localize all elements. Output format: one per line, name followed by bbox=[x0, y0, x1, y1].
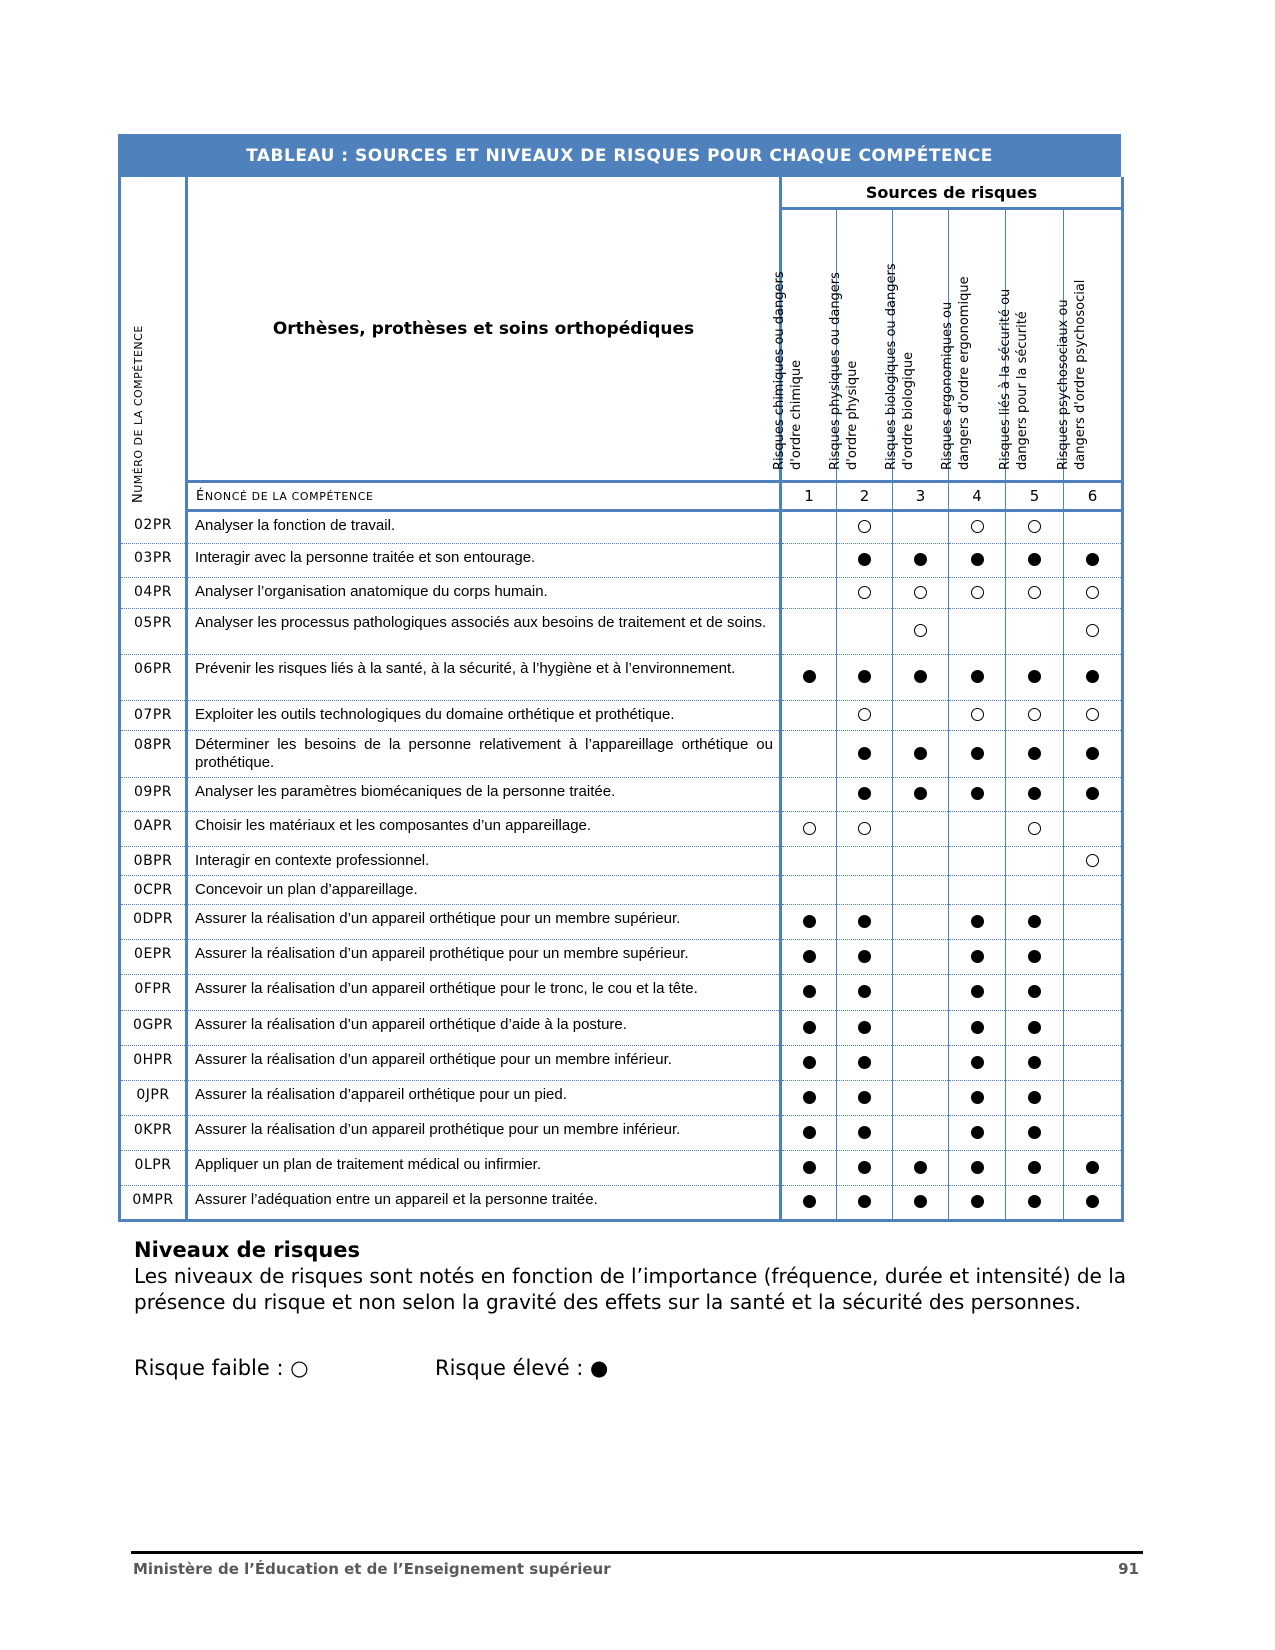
risk-level-cell bbox=[949, 731, 1006, 778]
table-row bbox=[120, 1081, 1123, 1116]
risk-level-cell bbox=[893, 940, 949, 975]
risk-level-cell bbox=[1006, 655, 1064, 701]
filled-circle-icon bbox=[803, 915, 816, 928]
filled-circle-icon bbox=[803, 1091, 816, 1104]
risk-level-cell bbox=[781, 609, 837, 655]
risk-level-cell bbox=[893, 812, 949, 847]
criterion-header-1: Risques chimiques ou dangers d'ordre chimique bbox=[781, 209, 837, 482]
table-row bbox=[120, 655, 1123, 701]
competence-statement: Assurer la réalisation d’appareil orthétique pour un pied. bbox=[187, 1081, 781, 1116]
filled-circle-icon bbox=[858, 1161, 871, 1174]
filled-circle-icon bbox=[858, 787, 871, 800]
risk-level-cell bbox=[1064, 544, 1123, 578]
filled-circle-icon bbox=[803, 1056, 816, 1069]
criterion-number-2: 2 bbox=[837, 482, 893, 511]
risk-level-cell bbox=[893, 511, 949, 544]
risk-level-cell bbox=[893, 701, 949, 731]
filled-circle-icon bbox=[1028, 1056, 1041, 1069]
risk-level-cell bbox=[837, 778, 893, 812]
risk-level-cell bbox=[1064, 609, 1123, 655]
risk-level-cell bbox=[1006, 975, 1064, 1011]
empty-circle-icon bbox=[858, 822, 871, 835]
risk-level-cell bbox=[893, 1046, 949, 1081]
risk-level-cell bbox=[1006, 701, 1064, 731]
competence-code: 0DPR bbox=[120, 905, 187, 940]
filled-circle-icon bbox=[1086, 670, 1099, 683]
filled-circle-icon bbox=[1028, 787, 1041, 800]
risk-level-cell bbox=[781, 876, 837, 905]
risk-level-cell bbox=[1006, 578, 1064, 609]
risk-level-cell bbox=[893, 1011, 949, 1046]
filled-circle-icon bbox=[971, 950, 984, 963]
filled-circle-icon bbox=[971, 915, 984, 928]
competence-statement: Assurer la réalisation d’un appareil prothétique pour un membre inférieur. bbox=[187, 1116, 781, 1151]
empty-circle-icon bbox=[971, 520, 984, 533]
competence-code: 0GPR bbox=[120, 1011, 187, 1046]
filled-circle-icon bbox=[1028, 1195, 1041, 1208]
risk-level-cell bbox=[949, 1081, 1006, 1116]
filled-circle-icon bbox=[1086, 1161, 1099, 1174]
filled-circle-icon bbox=[914, 553, 927, 566]
risk-levels-text-line2: présence du risque et non selon la gravité des effets sur la santé et la sécurité des personnes. bbox=[134, 1290, 1081, 1314]
risk-level-cell bbox=[837, 1046, 893, 1081]
risk-level-cell bbox=[1006, 778, 1064, 812]
competence-statement: Déterminer les besoins de la personne relativement à l’appareillage orthétique ou prothétique. bbox=[187, 731, 781, 778]
risk-level-cell bbox=[781, 1116, 837, 1151]
competence-statement: Assurer la réalisation d’un appareil orthétique d’aide à la posture. bbox=[187, 1011, 781, 1046]
filled-circle-icon bbox=[971, 1126, 984, 1139]
filled-circle-icon bbox=[971, 1195, 984, 1208]
filled-circle-icon bbox=[803, 950, 816, 963]
risk-level-cell bbox=[781, 701, 837, 731]
risk-level-cell bbox=[949, 847, 1006, 876]
competence-code: 0KPR bbox=[120, 1116, 187, 1151]
risk-levels-text-line1: Les niveaux de risques sont notés en fonction de l’importance (fréquence, durée et intensité) de la bbox=[134, 1264, 1127, 1288]
filled-circle-icon bbox=[858, 1126, 871, 1139]
empty-circle-icon bbox=[971, 708, 984, 721]
empty-circle-icon bbox=[1028, 586, 1041, 599]
criterion-number-4: 4 bbox=[949, 482, 1006, 511]
competence-code: 0HPR bbox=[120, 1046, 187, 1081]
competence-code: 09PR bbox=[120, 778, 187, 812]
risk-level-cell bbox=[949, 812, 1006, 847]
risk-level-cell bbox=[1006, 511, 1064, 544]
risk-level-cell bbox=[949, 1116, 1006, 1151]
risk-level-cell bbox=[837, 578, 893, 609]
risk-level-cell bbox=[837, 940, 893, 975]
risk-level-cell bbox=[1064, 778, 1123, 812]
competence-statement: Interagir en contexte professionnel. bbox=[187, 847, 781, 876]
legend-low-risk: Risque faible : ○ bbox=[134, 1356, 309, 1380]
risk-level-cell bbox=[1064, 1116, 1123, 1151]
filled-circle-icon bbox=[1028, 915, 1041, 928]
program-title: Orthèses, prothèses et soins orthopédiques bbox=[187, 177, 781, 482]
competence-statement: Assurer l’adéquation entre un appareil et la personne traitée. bbox=[187, 1186, 781, 1221]
risk-level-cell bbox=[1064, 655, 1123, 701]
competence-code: 0JPR bbox=[120, 1081, 187, 1116]
competence-code: 0LPR bbox=[120, 1151, 187, 1186]
empty-circle-icon bbox=[914, 624, 927, 637]
risk-level-cell bbox=[1006, 905, 1064, 940]
enonce-column-header: ÉNONCÉ DE LA COMPÉTENCE bbox=[187, 482, 781, 511]
risk-level-cell bbox=[837, 876, 893, 905]
filled-circle-icon bbox=[858, 1091, 871, 1104]
criterion-header-6: Risques psychosociaux ou dangers d'ordre psychosocial bbox=[1064, 209, 1123, 482]
competence-code: 0FPR bbox=[120, 975, 187, 1011]
risk-level-cell bbox=[893, 1186, 949, 1221]
legend-high-risk: Risque élevé : ● bbox=[435, 1356, 609, 1380]
risk-level-cell bbox=[893, 975, 949, 1011]
empty-circle-icon bbox=[858, 708, 871, 721]
risk-level-cell bbox=[893, 1151, 949, 1186]
risk-table bbox=[118, 177, 1124, 1222]
empty-circle-icon bbox=[1086, 624, 1099, 637]
risk-level-cell bbox=[949, 544, 1006, 578]
criterion-header-4: Risques ergonomiques ou dangers d'ordre ergonomique bbox=[949, 209, 1006, 482]
table-row bbox=[120, 940, 1123, 975]
risk-level-cell bbox=[837, 847, 893, 876]
competence-statement: Analyser les paramètres biomécaniques de la personne traitée. bbox=[187, 778, 781, 812]
table-title: TABLEAU : SOURCES ET NIVEAUX DE RISQUES POUR CHAQUE COMPÉTENCE bbox=[118, 134, 1121, 177]
risk-level-cell bbox=[1006, 1046, 1064, 1081]
filled-circle-icon bbox=[1028, 985, 1041, 998]
risk-levels-section bbox=[134, 1237, 1144, 1315]
risk-level-cell bbox=[1064, 1151, 1123, 1186]
risk-level-cell bbox=[1006, 1081, 1064, 1116]
risk-level-cell bbox=[949, 1151, 1006, 1186]
risk-level-cell bbox=[781, 655, 837, 701]
filled-circle-icon bbox=[971, 747, 984, 760]
risk-level-cell bbox=[837, 609, 893, 655]
table-row bbox=[120, 544, 1123, 578]
competence-code: 0EPR bbox=[120, 940, 187, 975]
criterion-header-5: Risques liés à la sécurité ou dangers pour la sécurité bbox=[1006, 209, 1064, 482]
risk-level-cell bbox=[837, 905, 893, 940]
risk-level-cell bbox=[781, 905, 837, 940]
filled-circle-icon bbox=[971, 787, 984, 800]
competence-statement: Exploiter les outils technologiques du domaine orthétique et prothétique. bbox=[187, 701, 781, 731]
competence-statement: Assurer la réalisation d’un appareil orthétique pour un membre supérieur. bbox=[187, 905, 781, 940]
competence-code: 02PR bbox=[120, 511, 187, 544]
filled-circle-icon bbox=[1028, 1161, 1041, 1174]
competence-code: 0MPR bbox=[120, 1186, 187, 1221]
competence-statement: Choisir les matériaux et les composantes d’un appareillage. bbox=[187, 812, 781, 847]
risk-level-cell bbox=[1006, 609, 1064, 655]
risk-level-cell bbox=[1064, 1046, 1123, 1081]
risk-level-cell bbox=[1064, 731, 1123, 778]
filled-circle-icon bbox=[1028, 747, 1041, 760]
empty-circle-icon bbox=[803, 822, 816, 835]
risk-level-cell bbox=[1064, 812, 1123, 847]
filled-circle-icon bbox=[858, 1021, 871, 1034]
filled-circle-icon bbox=[858, 1195, 871, 1208]
filled-circle-icon bbox=[914, 747, 927, 760]
filled-circle-icon bbox=[1028, 670, 1041, 683]
risk-level-cell bbox=[781, 812, 837, 847]
table-row bbox=[120, 778, 1123, 812]
table-row bbox=[120, 1046, 1123, 1081]
competence-statement: Assurer la réalisation d’un appareil orthétique pour le tronc, le cou et la tête. bbox=[187, 975, 781, 1011]
competence-code: 05PR bbox=[120, 609, 187, 655]
filled-circle-icon bbox=[971, 1161, 984, 1174]
empty-circle-icon bbox=[1028, 520, 1041, 533]
table-row bbox=[120, 511, 1123, 544]
risk-level-cell bbox=[837, 655, 893, 701]
competence-code: 0BPR bbox=[120, 847, 187, 876]
empty-circle-icon bbox=[1086, 586, 1099, 599]
filled-circle-icon bbox=[971, 985, 984, 998]
criterion-number-5: 5 bbox=[1006, 482, 1064, 511]
risk-level-cell bbox=[1006, 876, 1064, 905]
competence-code: 07PR bbox=[120, 701, 187, 731]
competence-statement: Analyser la fonction de travail. bbox=[187, 511, 781, 544]
filled-circle-icon bbox=[1028, 1091, 1041, 1104]
risk-level-cell bbox=[893, 778, 949, 812]
filled-circle-icon bbox=[971, 553, 984, 566]
risk-level-cell bbox=[949, 1011, 1006, 1046]
risk-level-cell bbox=[837, 1011, 893, 1046]
risk-level-cell bbox=[949, 578, 1006, 609]
filled-circle-icon bbox=[1028, 950, 1041, 963]
filled-circle-icon bbox=[914, 787, 927, 800]
filled-circle-icon bbox=[803, 985, 816, 998]
table-row bbox=[120, 731, 1123, 778]
code-column-header: NUMÉRO DE LA COMPÉTENCE bbox=[120, 177, 187, 511]
risk-level-cell bbox=[781, 731, 837, 778]
risk-level-cell bbox=[893, 731, 949, 778]
filled-circle-icon bbox=[1028, 1126, 1041, 1139]
risk-level-cell bbox=[781, 940, 837, 975]
filled-circle-icon bbox=[858, 747, 871, 760]
risk-level-cell bbox=[1006, 544, 1064, 578]
risk-level-cell bbox=[837, 1081, 893, 1116]
page-number: 91 bbox=[1118, 1560, 1139, 1578]
filled-circle-icon bbox=[914, 1161, 927, 1174]
empty-circle-icon bbox=[914, 586, 927, 599]
filled-circle-icon bbox=[914, 1195, 927, 1208]
filled-circle-icon bbox=[1028, 1021, 1041, 1034]
table-row bbox=[120, 975, 1123, 1011]
risk-level-cell bbox=[1064, 701, 1123, 731]
risk-level-cell bbox=[837, 1116, 893, 1151]
filled-circle-icon bbox=[971, 1091, 984, 1104]
table-row bbox=[120, 905, 1123, 940]
risk-level-cell bbox=[781, 778, 837, 812]
risk-level-cell bbox=[781, 544, 837, 578]
risk-level-cell bbox=[1006, 1186, 1064, 1221]
risk-level-cell bbox=[1064, 876, 1123, 905]
table-row bbox=[120, 1151, 1123, 1186]
risk-level-cell bbox=[1006, 731, 1064, 778]
filled-circle-icon bbox=[971, 670, 984, 683]
risk-level-cell bbox=[949, 1046, 1006, 1081]
risk-levels-heading: Niveaux de risques bbox=[134, 1238, 361, 1262]
empty-circle-icon bbox=[1086, 708, 1099, 721]
risk-table-container bbox=[118, 134, 1121, 1222]
filled-circle-icon bbox=[803, 1126, 816, 1139]
risk-level-cell bbox=[949, 975, 1006, 1011]
filled-circle-icon bbox=[858, 553, 871, 566]
risk-level-cell bbox=[1064, 1011, 1123, 1046]
risk-level-cell bbox=[1064, 1081, 1123, 1116]
risk-level-cell bbox=[837, 544, 893, 578]
competence-statement: Assurer la réalisation d’un appareil prothétique pour un membre supérieur. bbox=[187, 940, 781, 975]
risk-level-cell bbox=[837, 1151, 893, 1186]
footer-divider bbox=[131, 1551, 1143, 1554]
competence-statement: Prévenir les risques liés à la santé, à la sécurité, à l’hygiène et à l’environnement. bbox=[187, 655, 781, 701]
risk-level-cell bbox=[1064, 975, 1123, 1011]
risk-level-cell bbox=[1006, 1011, 1064, 1046]
empty-circle-icon bbox=[971, 586, 984, 599]
criterion-number-6: 6 bbox=[1064, 482, 1123, 511]
sources-header: Sources de risques bbox=[781, 177, 1123, 209]
table-row bbox=[120, 578, 1123, 609]
risk-level-cell bbox=[1006, 1151, 1064, 1186]
risk-level-cell bbox=[949, 905, 1006, 940]
filled-circle-icon bbox=[1086, 747, 1099, 760]
competence-code: 0CPR bbox=[120, 876, 187, 905]
empty-circle-icon bbox=[1086, 854, 1099, 867]
table-row bbox=[120, 609, 1123, 655]
competence-code: 03PR bbox=[120, 544, 187, 578]
risk-level-cell bbox=[837, 1186, 893, 1221]
risk-level-cell bbox=[837, 731, 893, 778]
risk-level-cell bbox=[949, 778, 1006, 812]
risk-level-cell bbox=[949, 940, 1006, 975]
criterion-header-3: Risques biologiques ou dangers d'ordre biologique bbox=[893, 209, 949, 482]
competence-statement: Analyser l’organisation anatomique du corps humain. bbox=[187, 578, 781, 609]
risk-level-cell bbox=[781, 975, 837, 1011]
risk-level-cell bbox=[781, 1046, 837, 1081]
competence-code: 06PR bbox=[120, 655, 187, 701]
competence-code: 08PR bbox=[120, 731, 187, 778]
competence-statement: Appliquer un plan de traitement médical ou infirmier. bbox=[187, 1151, 781, 1186]
risk-level-cell bbox=[1064, 905, 1123, 940]
table-row bbox=[120, 812, 1123, 847]
risk-level-cell bbox=[837, 701, 893, 731]
criterion-number-3: 3 bbox=[893, 482, 949, 511]
filled-circle-icon bbox=[803, 1195, 816, 1208]
competence-statement: Analyser les processus pathologiques associés aux besoins de traitement et de soins. bbox=[187, 609, 781, 655]
filled-circle-icon bbox=[914, 670, 927, 683]
table-row bbox=[120, 847, 1123, 876]
risk-level-cell bbox=[1064, 1186, 1123, 1221]
risk-level-cell bbox=[893, 609, 949, 655]
risk-level-cell bbox=[781, 511, 837, 544]
filled-circle-icon bbox=[1028, 553, 1041, 566]
competence-statement: Assurer la réalisation d’un appareil orthétique pour un membre inférieur. bbox=[187, 1046, 781, 1081]
risk-level-cell bbox=[893, 876, 949, 905]
risk-level-cell bbox=[837, 511, 893, 544]
empty-circle-icon bbox=[858, 520, 871, 533]
risk-level-cell bbox=[949, 655, 1006, 701]
filled-circle-icon bbox=[858, 915, 871, 928]
risk-level-cell bbox=[1006, 847, 1064, 876]
risk-level-cell bbox=[781, 1151, 837, 1186]
risk-level-cell bbox=[893, 578, 949, 609]
empty-circle-icon bbox=[1028, 708, 1041, 721]
filled-circle-icon bbox=[803, 670, 816, 683]
risk-level-cell bbox=[949, 609, 1006, 655]
risk-level-cell bbox=[1064, 847, 1123, 876]
risk-level-cell bbox=[949, 511, 1006, 544]
filled-circle-icon bbox=[858, 950, 871, 963]
filled-circle-icon bbox=[803, 1161, 816, 1174]
filled-circle-icon bbox=[858, 670, 871, 683]
competence-statement: Concevoir un plan d’appareillage. bbox=[187, 876, 781, 905]
table-row bbox=[120, 1011, 1123, 1046]
risk-level-cell bbox=[893, 655, 949, 701]
risk-level-cell bbox=[893, 847, 949, 876]
risk-level-cell bbox=[1064, 511, 1123, 544]
table-row bbox=[120, 876, 1123, 905]
filled-circle-icon bbox=[1086, 553, 1099, 566]
empty-circle-icon bbox=[858, 586, 871, 599]
risk-level-cell bbox=[837, 975, 893, 1011]
risk-level-cell bbox=[781, 578, 837, 609]
footer-publisher: Ministère de l’Éducation et de l’Enseignement supérieur bbox=[133, 1560, 611, 1578]
risk-level-cell bbox=[949, 876, 1006, 905]
filled-circle-icon bbox=[1086, 1195, 1099, 1208]
risk-level-cell bbox=[949, 701, 1006, 731]
risk-level-cell bbox=[893, 905, 949, 940]
filled-circle-icon bbox=[803, 1021, 816, 1034]
filled-circle-icon bbox=[971, 1021, 984, 1034]
filled-circle-icon bbox=[1086, 787, 1099, 800]
risk-level-cell bbox=[949, 1186, 1006, 1221]
risk-level-cell bbox=[1006, 940, 1064, 975]
risk-level-cell bbox=[781, 847, 837, 876]
filled-circle-icon bbox=[858, 1056, 871, 1069]
criterion-number-1: 1 bbox=[781, 482, 837, 511]
filled-circle-icon bbox=[858, 985, 871, 998]
risk-level-cell bbox=[893, 1116, 949, 1151]
risk-level-cell bbox=[781, 1186, 837, 1221]
risk-level-cell bbox=[781, 1011, 837, 1046]
risk-level-cell bbox=[781, 1081, 837, 1116]
table-row bbox=[120, 701, 1123, 731]
empty-circle-icon bbox=[1028, 822, 1041, 835]
risk-level-cell bbox=[893, 1081, 949, 1116]
competence-code: 04PR bbox=[120, 578, 187, 609]
table-row bbox=[120, 1116, 1123, 1151]
filled-circle-icon bbox=[971, 1056, 984, 1069]
risk-level-cell bbox=[1006, 1116, 1064, 1151]
risk-level-cell bbox=[837, 812, 893, 847]
risk-level-cell bbox=[1064, 940, 1123, 975]
risk-level-cell bbox=[893, 544, 949, 578]
competence-code: 0APR bbox=[120, 812, 187, 847]
table-row bbox=[120, 1186, 1123, 1221]
risk-level-cell bbox=[1006, 812, 1064, 847]
competence-statement: Interagir avec la personne traitée et son entourage. bbox=[187, 544, 781, 578]
risk-level-cell bbox=[1064, 578, 1123, 609]
criterion-header-2: Risques physiques ou dangers d'ordre physique bbox=[837, 209, 893, 482]
